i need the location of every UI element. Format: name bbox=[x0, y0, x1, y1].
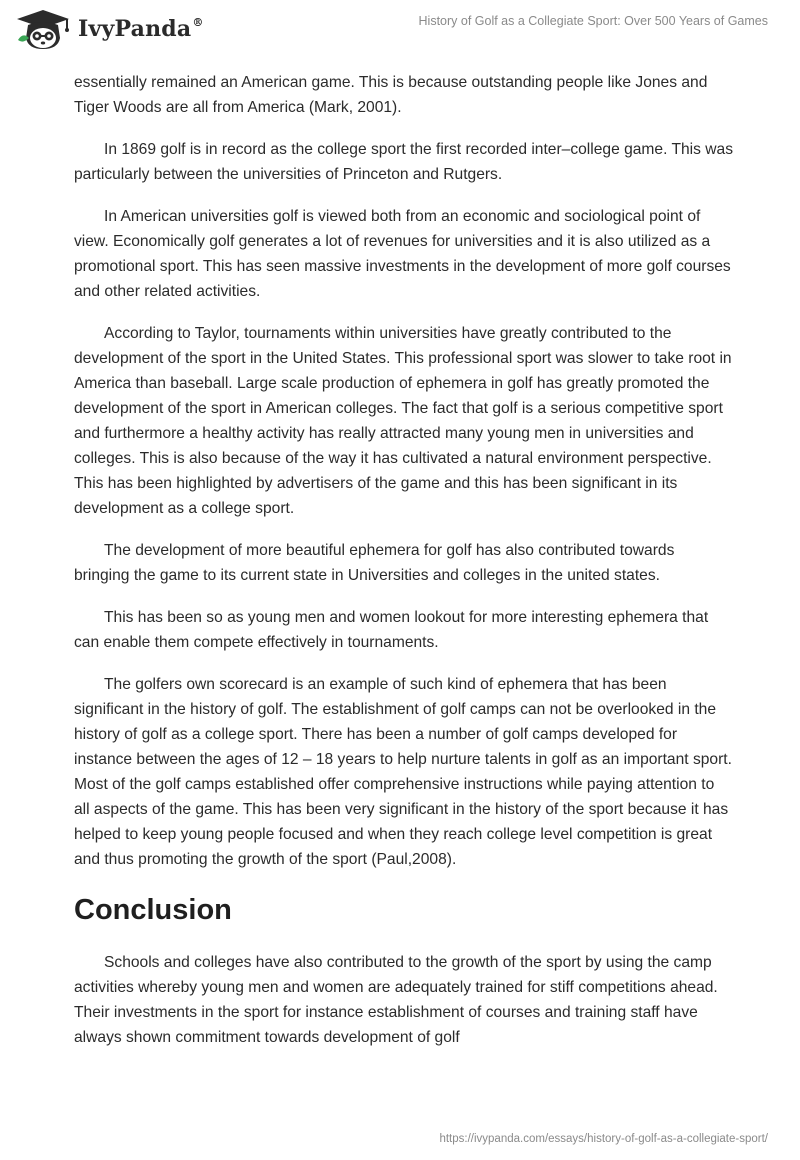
paragraph: essentially remained an American game. This is because outstanding people like Jones and Tiger Woods are all from America (Mark, 2001). bbox=[74, 74, 708, 116]
panda-graduate-icon bbox=[14, 8, 72, 50]
paragraph: The development of more beautiful ephemera for golf has also contributed towards bringing the game to its current state in Universities and colleges in the united states. bbox=[74, 542, 675, 584]
registered-mark: ® bbox=[192, 16, 204, 29]
paragraph: This has been so as young men and women lookout for more interesting ephemera that can enable them compete effectively in tournaments. bbox=[74, 609, 709, 651]
conclusion-heading: Conclusion bbox=[74, 894, 232, 926]
document-title: History of Golf as a Collegiate Sport: Over 500 Years of Games bbox=[418, 14, 768, 28]
conclusion-paragraph: Schools and colleges have also contributed to the growth of the sport by using the camp activities whereby young men and women are adequately trained for stiff competitions ahead. Their investments in the sport for instance establishment of courses and training staff have always shown commitment towards development of golf bbox=[74, 954, 718, 1046]
source-url[interactable]: https://ivypanda.com/essays/history-of-golf-as-a-collegiate-sport/ bbox=[439, 1133, 768, 1145]
brand-logo[interactable] bbox=[14, 8, 204, 50]
page-header bbox=[0, 0, 800, 64]
essay-body bbox=[74, 70, 734, 1067]
paragraph: The golfers own scorecard is an example of such kind of ephemera that has been significant in the history of golf. The establishment of golf camps can not be overlooked in the history of golf as a college sport. There has been a number of golf camps developed for instance between the ages of 12 – 18 years to help nurture talents in golf as an important sport. Most of the golf camps established offer comprehensive instructions while paying attention to all aspects of the game. This has been very significant in the history of the sport because it has helped to keep young people focused and when they reach college level competition is great and thus promoting the growth of the sport (Paul,2008). bbox=[74, 676, 732, 868]
paragraph: In 1869 golf is in record as the college sport the first recorded inter–college game. This was particularly between the universities of Princeton and Rutgers. bbox=[74, 141, 733, 183]
paragraph: In American universities golf is viewed both from an economic and sociological point of view. Economically golf generates a lot of revenues for universities and it is also utilized as a promotional sport. This has seen massive investments in the development of more golf courses and other related activities. bbox=[74, 208, 731, 300]
paragraph: According to Taylor, tournaments within universities have greatly contributed to the development of the sport in the United States. This professional sport was slower to take root in America than baseball. Large scale production of ephemera in golf has greatly promoted the development of the sport in American colleges. The fact that golf is a serious competitive sport and furthermore a healthy activity has really attracted many young men in universities and colleges. This is also because of the way it has cultivated a natural environment perspective. This has been highlighted by advertisers of the game and this has been significant in its development as a college sport. bbox=[74, 325, 732, 517]
brand-name: IvyPanda® bbox=[78, 16, 204, 42]
